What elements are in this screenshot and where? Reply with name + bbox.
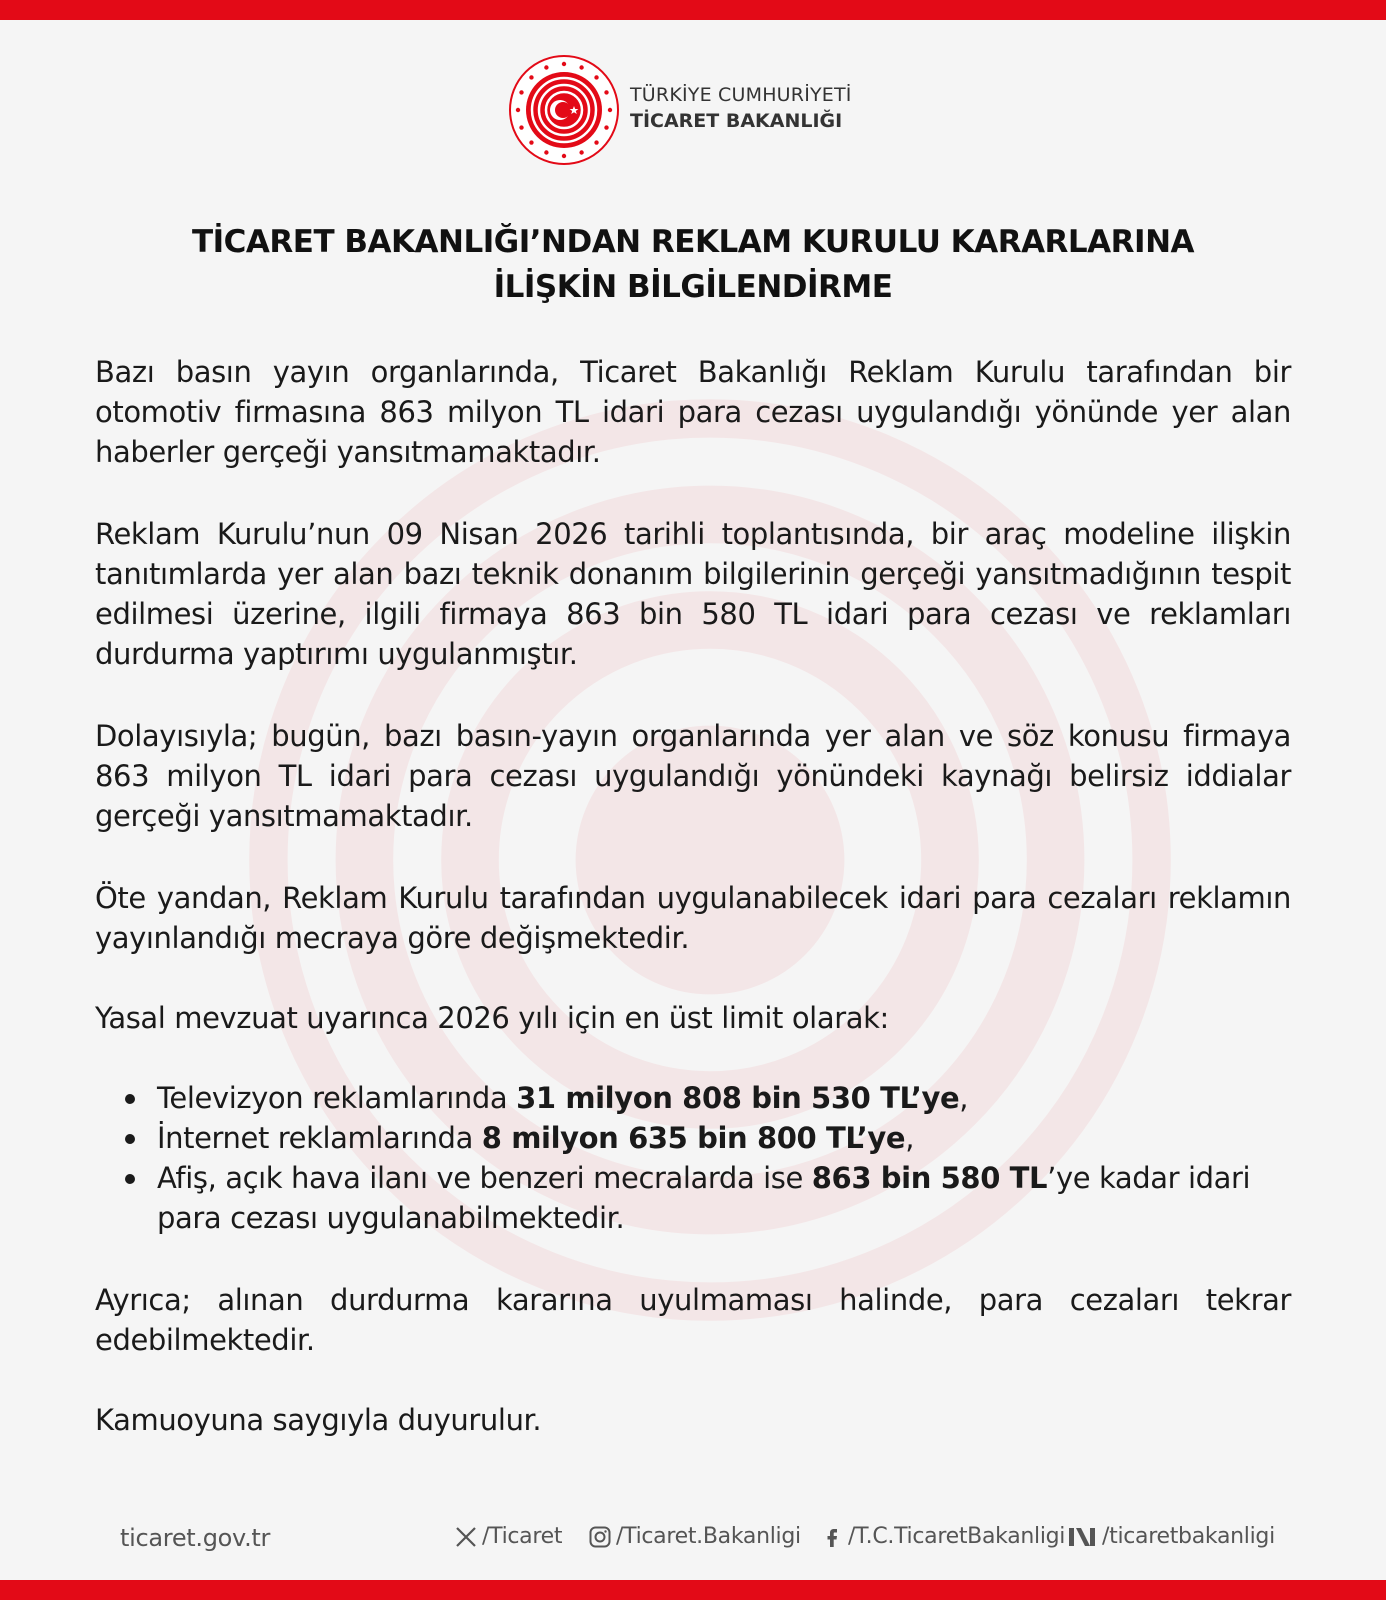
bullet-icon: [125, 1174, 135, 1184]
facebook-icon: [820, 1525, 844, 1549]
bottom-red-bar: [0, 1580, 1386, 1600]
emblem-star: [544, 65, 548, 69]
emblem-star: [579, 150, 583, 154]
social-handle: /Ticaret: [482, 1524, 563, 1549]
page-title: [60, 220, 1326, 310]
limits-list: [95, 1078, 1291, 1238]
x-icon: [454, 1525, 478, 1549]
social-x[interactable]: [454, 1524, 562, 1549]
social-handle: /T.C.TicaretBakanligi: [848, 1524, 1066, 1549]
title-line-1: TİCARET BAKANLIĞI’NDAN REKLAM KURULU KARARLARINA: [191, 224, 1195, 260]
paragraph-4: Öte yandan, Reklam Kurulu tarafından uygulanabilecek idari para cezaları reklamın yayınlandığı mecraya göre değişmektedir.: [95, 881, 1291, 955]
paragraph-5: Yasal mevzuat uyarınca 2026 yılı için en üst limit olarak:: [95, 1001, 889, 1035]
limit-suffix: ,: [905, 1121, 915, 1155]
emblem-star: [594, 75, 598, 79]
ministry-emblem-icon: [508, 54, 620, 166]
emblem-star: [544, 150, 548, 154]
title-line-2: İLİŞKİN BİLGİLENDİRME: [493, 269, 893, 305]
social-handle: /Ticaret.Bakanligi: [616, 1524, 801, 1549]
bullet-icon: [125, 1094, 135, 1104]
emblem-star: [519, 125, 523, 129]
limit-suffix: ’ye kadar idari para cezası uygulanabilmektedir.: [157, 1161, 1251, 1235]
paragraph-2: Reklam Kurulu’nun 09 Nisan 2026 tarihli toplantısında, bir araç modeline ilişkin tanıtımlarda yer alan bazı teknik donanım bilgilerinin gerçeği yansıtmadığının tespit edilmesi üzerine, ilgili firmaya 863 bin 580 TL idari para cezası ve reklamları durdurma yaptırımı uygulanmıştır.: [95, 517, 1291, 671]
nsosyal-icon: [1068, 1525, 1098, 1549]
paragraph-3: Dolayısıyla; bugün, bazı basın-yayın organlarında yer alan ve söz konusu firmaya 863 milyon TL idari para cezası uygulandığı yönündeki kaynağı belirsiz iddialar gerçeği yansıtmamaktadır.: [95, 719, 1291, 833]
list-item: [95, 1158, 1291, 1238]
list-item: [95, 1118, 1291, 1158]
social-instagram[interactable]: [588, 1524, 801, 1549]
social-facebook[interactable]: [820, 1524, 1065, 1549]
social-nsosyal[interactable]: [1068, 1524, 1275, 1549]
emblem-star: [519, 90, 523, 94]
limit-amount: 31 milyon 808 bin 530 TL’ye: [516, 1081, 960, 1115]
website-link[interactable]: ticaret.gov.tr: [120, 1524, 271, 1552]
emblem-star: [529, 75, 533, 79]
social-handle: /ticaretbakanligi: [1102, 1524, 1275, 1549]
list-item: [95, 1078, 1291, 1118]
emblem-star: [579, 65, 583, 69]
instagram-icon: [588, 1525, 612, 1549]
emblem-star: [608, 108, 612, 112]
ministry-logo: [508, 54, 888, 166]
brand-line-1: TÜRKİYE CUMHURİYETİ: [630, 84, 852, 106]
emblem-star: [562, 62, 566, 66]
emblem-star: [529, 140, 533, 144]
limit-prefix: Afiş, açık hava ilanı ve benzeri mecralarda ise: [157, 1161, 812, 1195]
emblem-star: [516, 108, 520, 112]
limit-amount: 8 milyon 635 bin 800 TL’ye: [481, 1121, 906, 1155]
emblem-star: [594, 140, 598, 144]
closing-statement: Kamuoyuna saygıyla duyurulur.: [95, 1403, 542, 1437]
limit-prefix: Televizyon reklamlarında: [157, 1081, 517, 1115]
top-red-bar: [0, 0, 1386, 20]
emblem-star: [604, 125, 608, 129]
emblem-star: [562, 154, 566, 158]
brand-line-2: TİCARET BAKANLIĞI: [630, 110, 843, 132]
limit-prefix: İnternet reklamlarında: [157, 1121, 482, 1155]
limit-suffix: ,: [959, 1081, 969, 1115]
paragraph-1: Bazı basın yayın organlarında, Ticaret Bakanlığı Reklam Kurulu tarafından bir otomotiv firmasına 863 milyon TL idari para cezası uygulandığı yönünde yer alan haberler gerçeği yansıtmamaktadır.: [95, 355, 1291, 469]
footer: [0, 1520, 1386, 1560]
limit-amount: 863 bin 580 TL: [811, 1161, 1048, 1195]
paragraph-6: Ayrıca; alınan durdurma kararına uyulmaması halinde, para cezaları tekrar edebilmektedir.: [95, 1283, 1291, 1357]
emblem-star: [604, 90, 608, 94]
bullet-icon: [125, 1134, 135, 1144]
